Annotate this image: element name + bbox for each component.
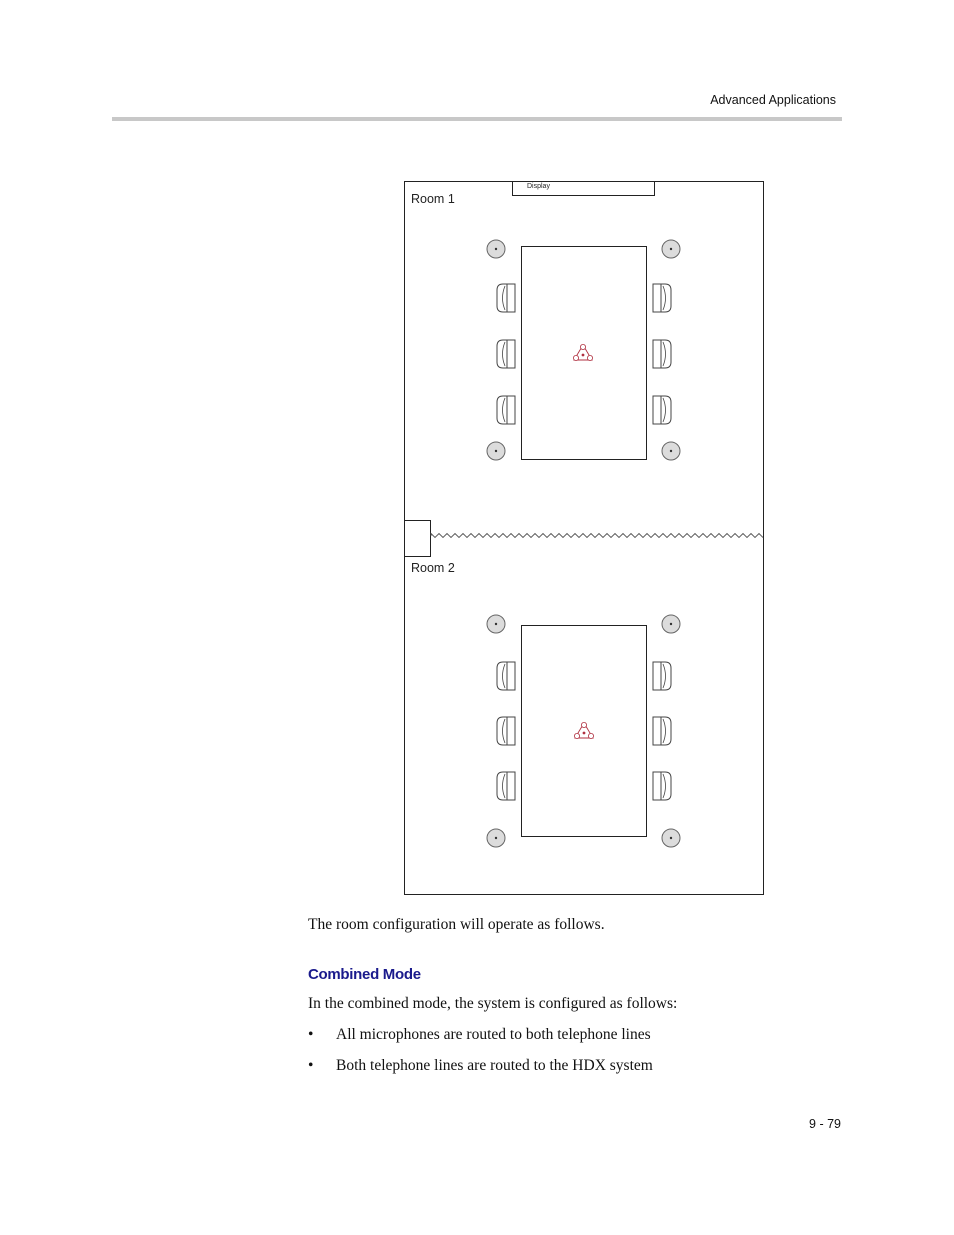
intro-paragraph: The room configuration will operate as follows.	[308, 916, 605, 933]
room2-label: Room 2	[411, 561, 455, 575]
section-intro-paragraph: In the combined mode, the system is configured as follows:	[308, 995, 678, 1012]
header-rule	[112, 117, 842, 121]
room1-label: Room 1	[411, 192, 455, 206]
bullet-text: All microphones are routed to both telephone lines	[336, 1026, 651, 1043]
room-diagram	[404, 181, 764, 895]
bullet-marker: •	[308, 1026, 314, 1043]
partition-door	[405, 521, 431, 557]
section-heading: Combined Mode	[308, 966, 421, 983]
running-header: Advanced Applications	[710, 93, 836, 107]
bullet-marker: •	[308, 1057, 314, 1074]
display-label: Display	[527, 183, 550, 190]
room1-table	[522, 247, 647, 460]
room2-table	[522, 626, 647, 837]
bullet-text: Both telephone lines are routed to the HDX system	[336, 1057, 653, 1074]
page-number: 9 - 79	[809, 1117, 841, 1131]
